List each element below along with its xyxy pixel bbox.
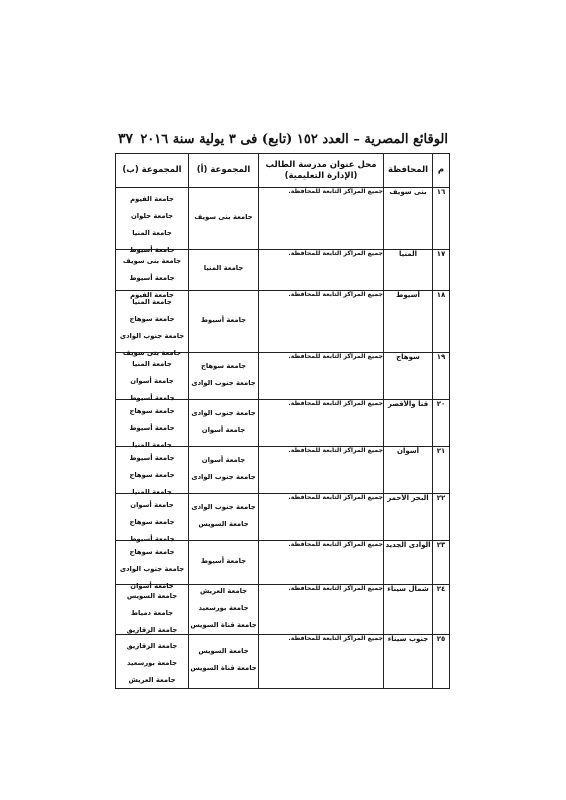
group-list: [116, 400, 188, 449]
header-address-line2: (الإدارة التعليمية): [284, 170, 358, 181]
university-name: جامعة حلوان: [130, 212, 174, 220]
group-list: [189, 585, 258, 631]
group-list: [116, 585, 188, 634]
group-list: [189, 447, 258, 490]
group-list: [116, 494, 188, 543]
university-name: جامعة سوهاج: [129, 471, 175, 479]
university-name: جامعة أسيوط: [129, 394, 175, 402]
university-name: جامعة أسيوط: [129, 424, 175, 432]
group-list: [116, 188, 188, 254]
row-governorate: الوادى الجديد: [384, 541, 433, 585]
distribution-table: [115, 153, 450, 689]
university-name: جامعة المنيا: [132, 360, 172, 368]
university-name: جامعة دمياط: [130, 609, 174, 617]
header-address-line1: محل عنوان مدرسة الطالب: [265, 159, 377, 170]
row-group-b: [116, 353, 189, 400]
group-list: [116, 447, 188, 496]
row-governorate: شمال سيناء: [384, 585, 433, 635]
page-title: الوقائع المصرية – العدد ١٥٢ (تابع) فى ٣ يولية سنة ٢٠١٦: [140, 131, 448, 147]
university-name: جامعة سوهاج: [129, 518, 175, 526]
table-row: [116, 585, 450, 635]
table-row: [116, 188, 450, 250]
group-list: [189, 494, 258, 537]
row-number: ٢١: [433, 447, 450, 494]
row-address: جميع المراكز التابعة للمحافظة.: [259, 250, 384, 291]
group-list: [189, 400, 258, 443]
university-name: جامعة جنوب الوادى: [191, 502, 256, 511]
university-name: جامعة سوهاج: [129, 315, 175, 323]
row-group-a: [189, 353, 259, 400]
university-name: جامعة سوهاج: [129, 407, 175, 415]
university-name: جامعة جنوب الوادى: [119, 332, 185, 340]
row-address: جميع المراكز التابعة للمحافظة.: [259, 291, 384, 353]
university-name: جامعة السويس: [126, 592, 178, 600]
table-row: [116, 541, 450, 585]
row-address: جميع المراكز التابعة للمحافظة.: [259, 635, 384, 689]
university-name: جامعة المنيا: [132, 441, 172, 449]
group-list: [189, 250, 258, 287]
row-governorate: سوهاج: [384, 353, 433, 400]
row-group-b: [116, 635, 189, 689]
university-name: جامعة بورسعيد: [127, 659, 177, 667]
university-name: جامعة جنوب الوادى: [119, 565, 185, 573]
row-group-a: [189, 400, 259, 447]
university-name: جامعة قناة السويس: [190, 620, 257, 629]
university-name: جامعة أسيوط: [200, 315, 247, 324]
group-list: [189, 635, 258, 685]
table-row: [116, 447, 450, 494]
row-address: جميع المراكز التابعة للمحافظة.: [259, 353, 384, 400]
row-group-b: [116, 541, 189, 590]
row-address: جميع المراكز التابعة للمحافظة.: [259, 494, 384, 541]
university-name: جامعة أسوان: [201, 425, 246, 434]
university-name: جامعة أسوان: [130, 501, 174, 509]
row-number: ٢٢: [433, 494, 450, 541]
group-list: [189, 188, 258, 246]
university-name: جامعة العريش: [128, 676, 176, 684]
university-name: جامعة المنيا: [132, 298, 172, 306]
row-number: ١٧: [433, 250, 450, 291]
row-governorate: بنى سويف: [384, 188, 433, 250]
row-group-b: [116, 585, 189, 635]
table-row: [116, 494, 450, 541]
row-governorate: المنيا: [384, 250, 433, 291]
row-group-b: [116, 188, 189, 254]
row-group-a: [189, 188, 259, 250]
table-row: [116, 353, 450, 400]
row-address: جميع المراكز التابعة للمحافظة.: [259, 541, 384, 585]
university-name: جامعة المنيا: [132, 229, 172, 237]
row-governorate: البحر الأحمر: [384, 494, 433, 541]
header-governorate: المحافظة: [384, 154, 433, 188]
university-name: جامعة الفيوم: [130, 195, 174, 203]
row-governorate: قنا والأقصر: [384, 400, 433, 447]
row-address: جميع المراكز التابعة للمحافظة.: [259, 585, 384, 635]
row-number: ١٨: [433, 291, 450, 353]
university-name: جامعة جنوب الوادى: [191, 408, 256, 417]
header-address: [259, 154, 384, 188]
row-address: جميع المراكز التابعة للمحافظة.: [259, 447, 384, 494]
university-name: جامعة أسيوط: [200, 556, 247, 565]
group-list: [189, 291, 258, 349]
university-name: جامعة بورسعيد: [198, 603, 249, 612]
page-header: [118, 128, 448, 150]
row-group-b: [116, 250, 189, 299]
university-name: جامعة أسوان: [201, 455, 246, 464]
row-address: جميع المراكز التابعة للمحافظة.: [259, 400, 384, 447]
row-group-b: [116, 447, 189, 494]
university-name: جامعة أسوان: [130, 582, 174, 590]
university-name: جامعة أسيوط: [129, 535, 175, 543]
row-group-b: [116, 291, 189, 357]
university-name: جامعة سوهاج: [129, 548, 175, 556]
university-name: جامعة جنوب الوادى: [191, 472, 256, 481]
row-group-b: [116, 400, 189, 447]
row-group-a: [189, 250, 259, 291]
university-name: جامعة الزقازيق: [126, 626, 178, 634]
table-row: [116, 291, 450, 353]
university-name: جامعة المنيا: [132, 488, 172, 496]
university-name: جامعة أسيوط: [129, 246, 175, 254]
table-header-row: [116, 154, 450, 188]
page-number: ٣٧: [118, 131, 134, 147]
university-name: جامعة أسيوط: [129, 454, 175, 462]
row-number: ٢٤: [433, 585, 450, 635]
university-name: جامعة السويس: [198, 519, 249, 528]
university-name: جامعة العريش: [199, 586, 248, 595]
row-group-a: [189, 447, 259, 494]
university-name: جامعة بنى سويف: [122, 349, 182, 357]
row-number: ١٦: [433, 188, 450, 250]
group-list: [116, 541, 188, 590]
row-group-a: [189, 291, 259, 353]
group-list: [116, 635, 188, 688]
group-list: [116, 353, 188, 402]
row-group-a: [189, 541, 259, 585]
university-name: جامعة الزقازيق: [126, 642, 178, 650]
header-group-a: المجموعة (أ): [189, 154, 259, 188]
university-name: جامعة جنوب الوادى: [191, 378, 256, 387]
university-name: جامعة أسوان: [130, 377, 174, 385]
row-group-a: [189, 585, 259, 635]
university-name: جامعة أسيوط: [129, 274, 175, 282]
row-number: ٢٣: [433, 541, 450, 585]
row-group-a: [189, 635, 259, 689]
university-name: جامعة السويس: [198, 647, 249, 655]
row-number: ٢٥: [433, 635, 450, 689]
university-name: جامعة الفيوم: [130, 291, 174, 299]
table-row: [116, 250, 450, 291]
university-name: جامعة سوهاج: [200, 361, 247, 370]
row-governorate: جنوب سيناء: [384, 635, 433, 689]
university-name: جامعة المنيا: [203, 264, 244, 272]
group-list: [116, 291, 188, 357]
header-num: م: [433, 154, 450, 188]
row-group-b: [116, 494, 189, 541]
row-group-a: [189, 494, 259, 541]
row-address: جميع المراكز التابعة للمحافظة.: [259, 188, 384, 250]
row-number: ٢٠: [433, 400, 450, 447]
group-list: [189, 541, 258, 581]
row-governorate: أسيوط: [384, 291, 433, 353]
university-name: جامعة قناة السويس: [190, 664, 257, 672]
row-number: ١٩: [433, 353, 450, 400]
group-list: [116, 250, 188, 299]
header-group-b: المجموعة (ب): [116, 154, 189, 188]
table-body: [116, 188, 450, 689]
group-list: [189, 353, 258, 396]
table-row: [116, 635, 450, 689]
table-row: [116, 400, 450, 447]
row-governorate: أسوان: [384, 447, 433, 494]
university-name: جامعة بنى سويف: [194, 212, 253, 221]
university-name: جامعة بنى سويف: [122, 257, 182, 265]
